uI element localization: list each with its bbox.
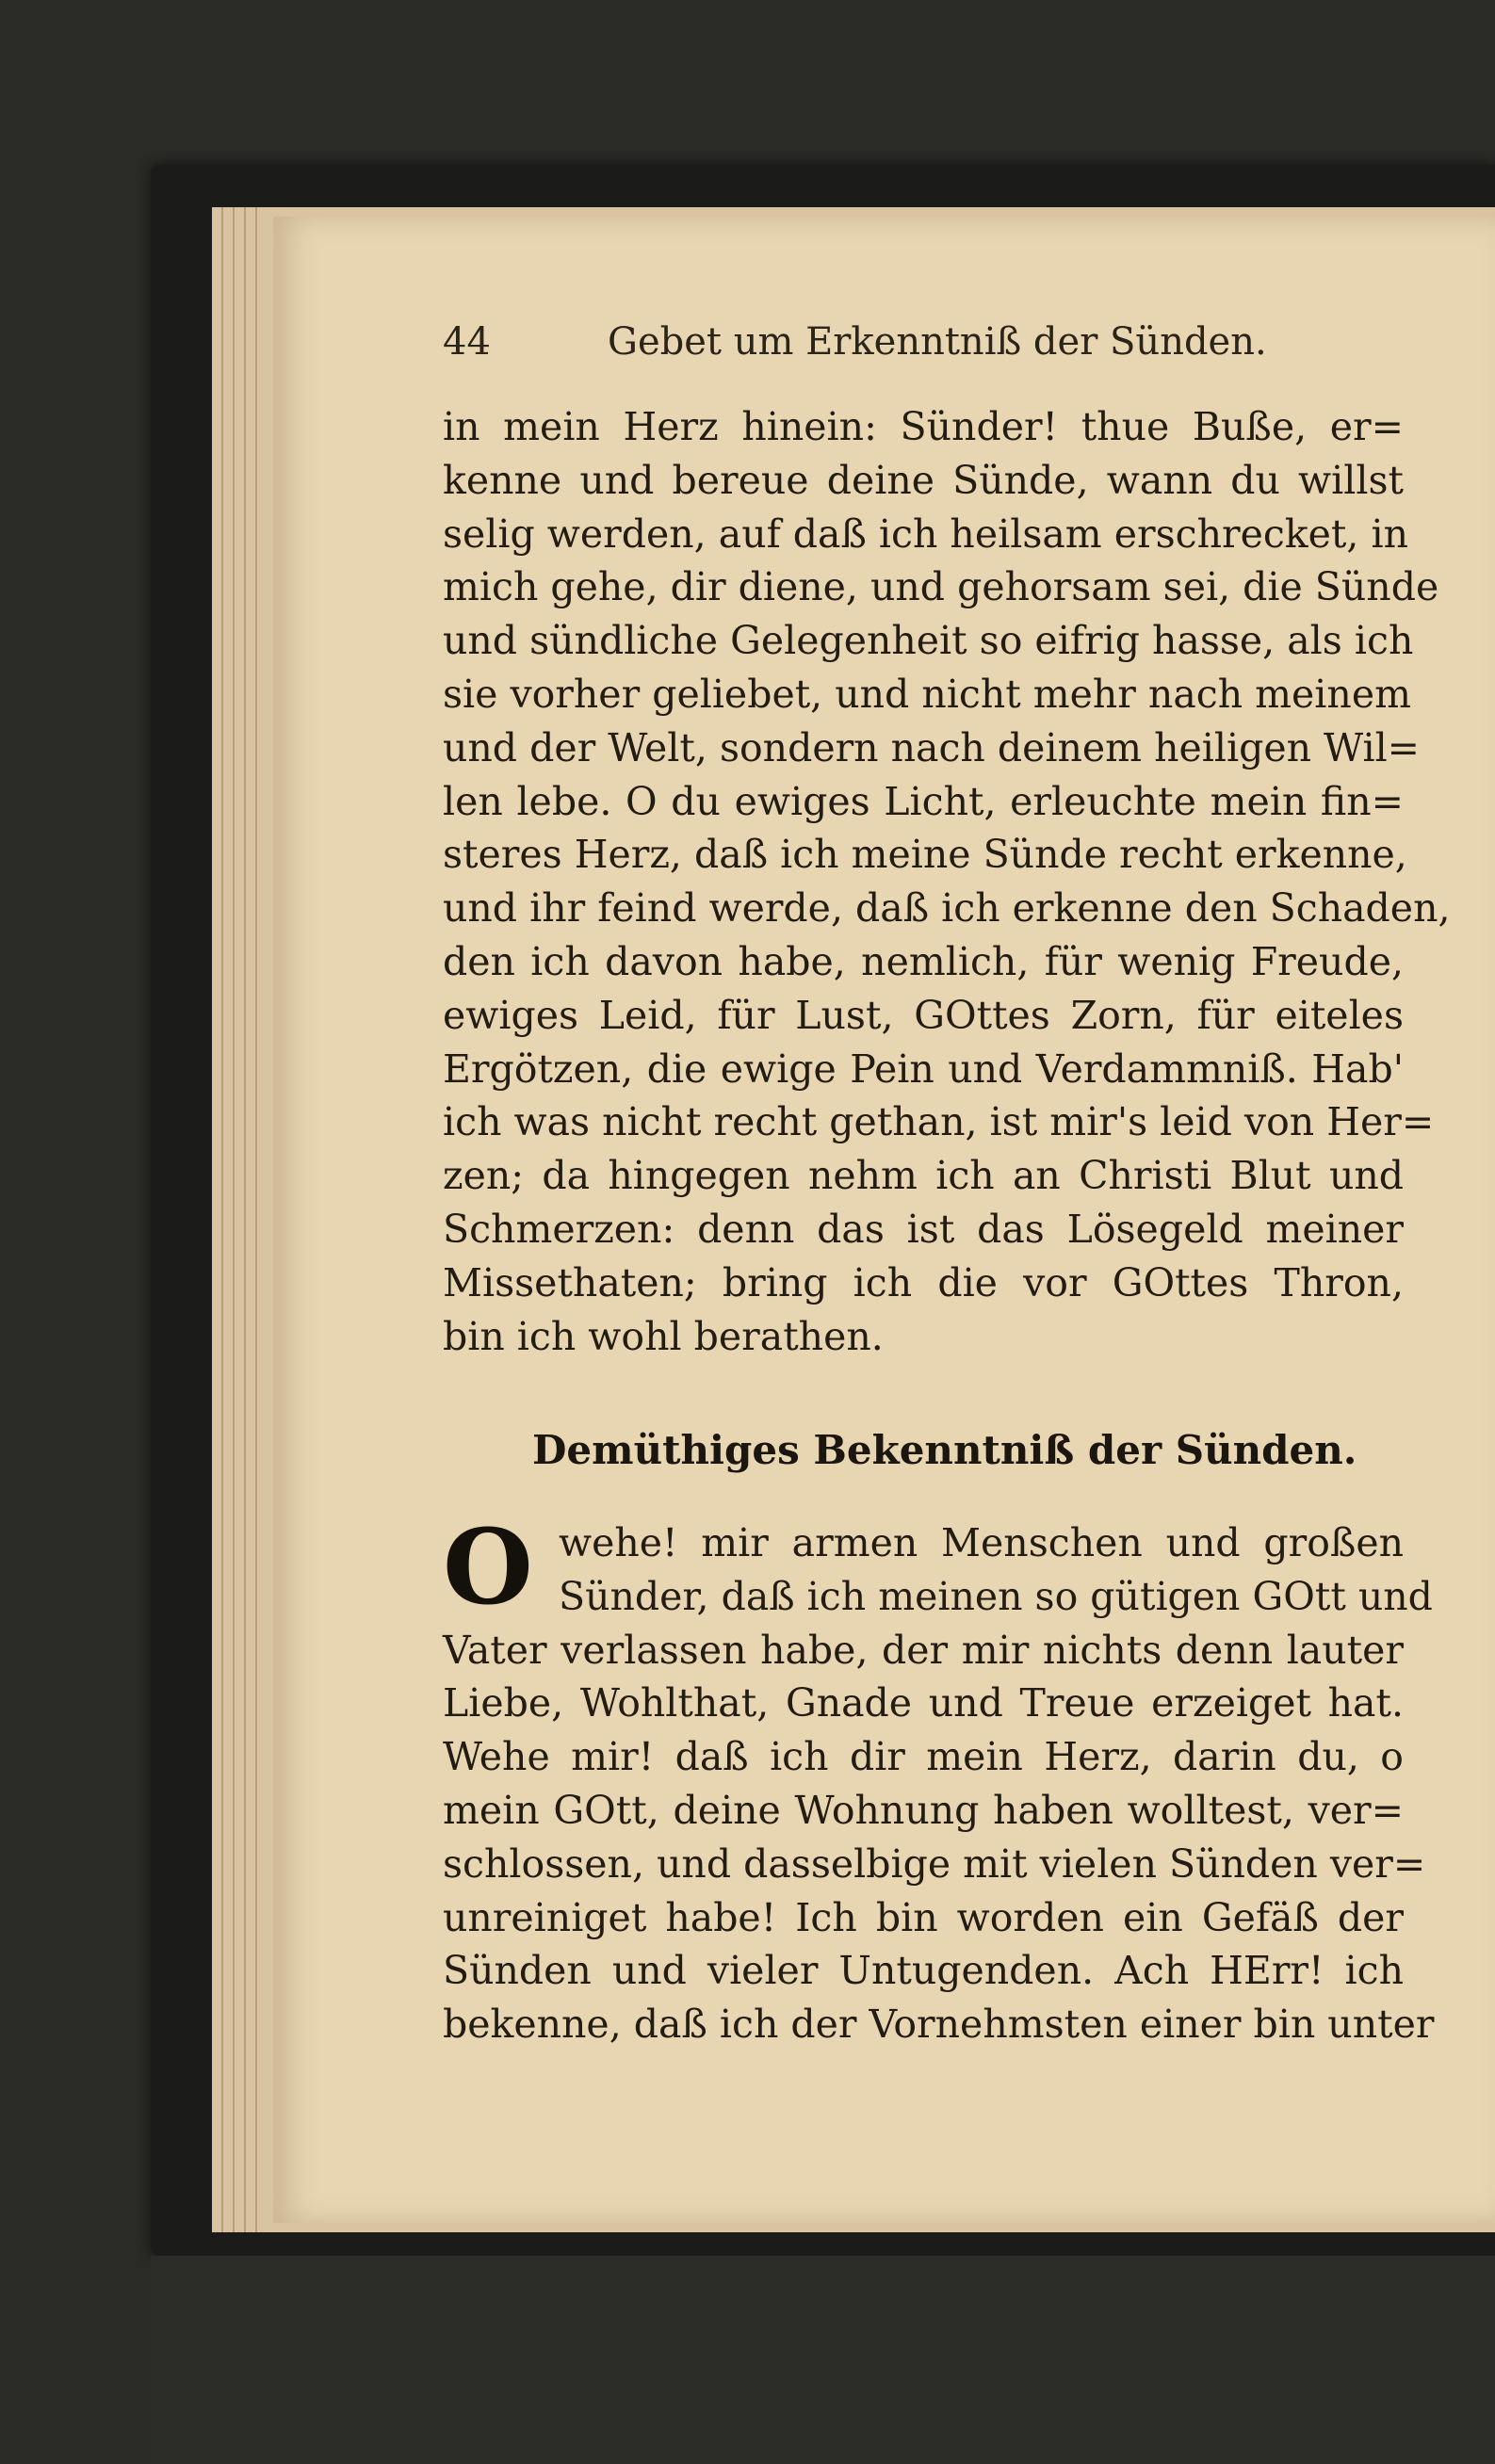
text-line: unreiniget habe! Ich bin worden ein Gefäß der <box>443 1894 1404 1940</box>
text-line: und sündliche Gelegenheit so eifrig hasse, als ich <box>443 618 1414 664</box>
page-edge <box>233 207 235 2232</box>
text-line: Liebe, Wohlthat, Gnade und Treue erzeiget hat. <box>443 1680 1404 1726</box>
page-edge <box>221 207 223 2232</box>
text-line: und der Welt, sondern nach deinem heiligen Wil= <box>443 724 1421 770</box>
text-line: selig werden, auf daß ich heilsam erschrecket, in <box>443 511 1408 557</box>
page-number: 44 <box>443 320 491 364</box>
text-line: mein GOtt, deine Wohnung haben wolltest, ver= <box>443 1787 1404 1833</box>
text-line: kenne und bereue deine Sünde, wann du willst <box>443 457 1404 503</box>
background-surface <box>151 2256 1495 2464</box>
page-edge <box>244 207 246 2232</box>
text-line: mich gehe, dir diene, und gehorsam sei, die Sünde <box>443 564 1439 610</box>
text-line: in mein Herz hinein: Sünder! thue Buße, er= <box>443 404 1404 449</box>
text-line: len lebe. O du ewiges Licht, erleuchte mein fin= <box>443 778 1404 824</box>
text-line: zen; da hingegen nehm ich an Christi Blut und <box>443 1153 1404 1199</box>
text-line: und ihr feind werde, daß ich erkenne den Schaden, <box>443 885 1451 932</box>
text-line: Missethaten; bring ich die vor GOttes Thron, <box>443 1259 1404 1305</box>
section-heading: Demüthiges Bekenntniß der Sünden. <box>532 1427 1357 1473</box>
text-line: Ergötzen, die ewige Pein und Verdammniß. Hab' <box>443 1046 1404 1092</box>
text-line: Wehe mir! daß ich dir mein Herz, darin du, o <box>443 1734 1404 1780</box>
text-line: sie vorher geliebet, und nicht mehr nach meinem <box>443 671 1411 717</box>
body-text <box>443 400 1451 1363</box>
text-line: schlossen, und dasselbige mit vielen Sünden ver= <box>443 1840 1426 1887</box>
text-line: Schmerzen: denn das ist das Lösegeld meiner <box>443 1206 1404 1252</box>
text-line: Sünder, daß ich meinen so gütigen GOtt und <box>559 1573 1433 1619</box>
text-line: bin ich wohl berathen. <box>443 1313 884 1359</box>
text-line: ewiges Leid, für Lust, GOttes Zorn, für eiteles <box>443 992 1404 1038</box>
running-head <box>443 320 1291 377</box>
running-title: Gebet um Erkenntniß der Sünden. <box>608 320 1267 364</box>
prayer-paragraph <box>443 1506 1435 2063</box>
text-line: wehe! mir armen Menschen und großen <box>559 1520 1404 1565</box>
drop-cap: O <box>443 1506 533 1628</box>
page-edge <box>255 207 257 2232</box>
text-line: den ich davon habe, nemlich, für wenig Freude, <box>443 938 1404 984</box>
text-line: Vater verlassen habe, der mir nichts denn lauter <box>443 1627 1404 1673</box>
text-line: Sünden und vieler Untugenden. Ach HErr! ich <box>443 1948 1404 1994</box>
text-line: steres Herz, daß ich meine Sünde recht erkenne, <box>443 832 1407 878</box>
text-line: ich was nicht recht gethan, ist mir's leid von Her= <box>443 1099 1435 1145</box>
text-line: bekenne, daß ich der Vornehmsten einer bin unter <box>443 2002 1435 2048</box>
